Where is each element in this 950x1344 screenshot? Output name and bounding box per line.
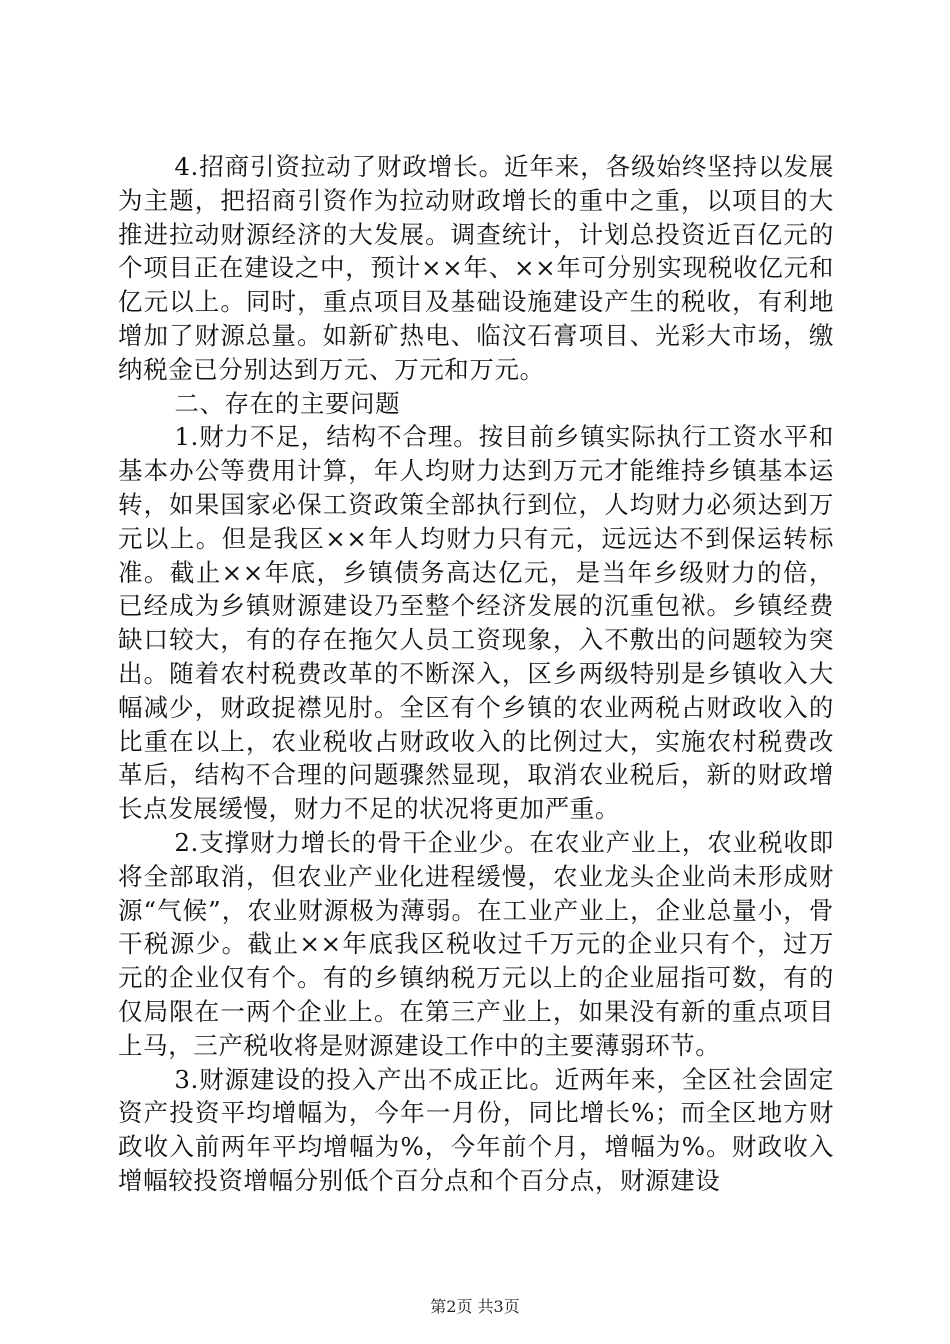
paragraph-2-few-enterprises: 2.支撑财力增长的骨干企业少。在农业产业上，农业税收即将全部取消，但农业产业化进程缓慢，农业龙头企业尚未形成财源“气候”，农业财源极为薄弱。在工业产业上，企业总量小，骨干税源少。截止××年底我区税收过千万元的企业只有个，过万元的企业仅有个。有的乡镇纳税万元以上的企业屈指可数，有的仅局限在一两个企业上。在第三产业上，如果没有新的重点项目上马，三产税收将是财源建设工作中的主要薄弱环节。 [118, 827, 834, 1060]
paragraph-3-input-output: 3.财源建设的投入产出不成正比。近两年来，全区社会固定资产投资平均增幅为，今年一月份，同比增长%；而全区地方财政收入前两年平均增幅为%，今年前个月，增幅为%。财政收入增幅较投资增幅分别低个百分点和个百分点，财源建设 [118, 1064, 834, 1195]
document-body [118, 150, 834, 1198]
paragraph-1-insufficient-finance: 1.财力不足，结构不合理。按目前乡镇实际执行工资水平和基本办公等费用计算，年人均财力达到万元才能维持乡镇基本运转，如果国家必保工资政策全部执行到位，人均财力必须达到万元以上。但是我区××年人均财力只有元，远远达不到保运转标准。截止××年底，乡镇债务高达亿元，是当年乡级财力的倍，已经成为乡镇财源建设乃至整个经济发展的沉重包袱。乡镇经费缺口较大，有的存在拖欠人员工资现象，入不敷出的问题较为突出。随着农村税费改革的不断深入，区乡两级特别是乡镇收入大幅减少，财政捉襟见肘。全区有个乡镇的农业两税占财政收入的比重在以上，农业税收占财政收入的比例过大，实施农村税费改革后，结构不合理的问题骤然显现，取消农业税后，新的财政增长点发展缓慢，财力不足的状况将更加严重。 [118, 422, 834, 824]
section-heading-problems: 二、存在的主要问题 [174, 388, 401, 418]
page-footer: 第2页 共3页 [430, 1297, 520, 1316]
paragraph-4-investment: 4.招商引资拉动了财政增长。近年来，各级始终坚持以发展为主题，把招商引资作为拉动财政增长的重中之重，以项目的大推进拉动财源经济的大发展。调查统计，计划总投资近百亿元的个项目正在建设之中，预计××年、××年可分别实现税收亿元和亿元以上。同时，重点项目及基础设施建设产生的税收，有利地增加了财源总量。如新矿热电、临汶石膏项目、光彩大市场，缴纳税金已分别达到万元、万元和万元。 [118, 152, 834, 384]
